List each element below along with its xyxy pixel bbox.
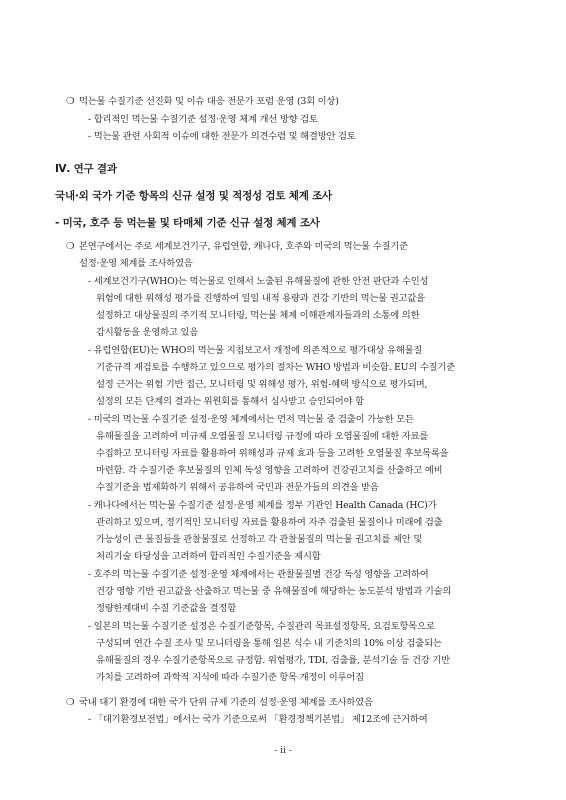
bullet-study-cont: 설정·운영 체계를 조사하였음 xyxy=(79,258,193,269)
us-line-3: 수집하고 모니터링 자료를 활용하여 위해성과 규제 효과 등을 고려한 오염물질 후보목록을 xyxy=(96,448,449,459)
us-line-1: - 미국의 먹는물 수질기준 설정·운영 체계에서는 먼저 먹는물 중 검출이 가능한 모든 xyxy=(88,414,414,425)
who-line-4: 감시활동을 운영하고 있음 xyxy=(96,327,199,338)
canada-line-1: - 캐나다에서는 먹는물 수질기준 설정·운영 체계를 정부 기관인 Health Canada (HC)가 xyxy=(88,500,437,511)
who-line-2: 위험에 대한 위해성 평가를 진행하여 일일 내적 용량과 건강 기반의 먹는물 권고값을 xyxy=(96,293,425,304)
bullet-marker: ❍ xyxy=(66,96,75,107)
bullet-text: 본연구에서는 주로 세계보건기구, 유럽연합, 캐나다, 호주와 미국의 먹는물 수질기준 xyxy=(79,241,408,252)
eu-line-2: 기준규격 재검토를 수행하고 있으므로 평가의 절차는 WHO 방법과 비슷함. EU의 수질기준 xyxy=(96,362,455,373)
bullet-marker: ❍ xyxy=(66,241,75,252)
subsection-title: 국내·외 국가 기준 항목의 신규 설정 및 적정성 검토 체계 조사 xyxy=(55,190,332,202)
who-line-1: - 세계보건기구(WHO)는 먹는물로 인해서 노출된 유해물질에 관한 안전 판단과 수인성 xyxy=(88,276,429,287)
forum-item-2: - 먹는물 관련 사회적 이슈에 대한 전문가 의견수렴 및 해결방안 검토 xyxy=(88,131,356,142)
bullet-marker: ❍ xyxy=(66,697,75,708)
canada-line-2: 관리하고 있으며, 정기적인 모니터링 자료를 활용하여 자주 검출된 물질이나 미래에 검출 xyxy=(96,517,443,528)
australia-line-1: - 호주의 먹는물 수질기준 설정·운영 체계에서는 관찰물질별 건강 독성 영향을 고려하여 xyxy=(88,569,429,580)
japan-line-3: 유해물질의 경우 수질기준항목으로 규정함. 위험평가, TDI, 검출률, 분석기술 등 건강 기반 xyxy=(96,655,450,666)
bullet-air xyxy=(66,697,373,709)
canada-line-4: 처리기술 타당성을 고려하여 합리적인 수질기준을 제시함 xyxy=(96,551,321,562)
forum-item-1: - 합리적인 먹는물 수질기준 설정·운영 체계 개선 방향 검토 xyxy=(88,114,318,125)
australia-line-2: 건강 영향 기반 권고값을 산출하고 먹는물 중 유해물질에 해당하는 농도분석 방법과 기술의 xyxy=(96,586,452,597)
page-number: - ii - xyxy=(274,746,292,756)
eu-line-1: - 유럽연합(EU)는 WHO의 먹는물 지침보고서 개정에 의존적으로 평가대상 유해물질 xyxy=(88,345,423,356)
who-line-3: 설정하고 대상물질의 주기적 모니터링, 먹는물 체계 이해관계자들과의 소통에 의한 xyxy=(96,310,420,321)
japan-line-1: - 일본의 먹는물 수질기준 설정은 수질기준항목, 수질관리 목표설정항목, 요검토항목으로 xyxy=(88,621,435,632)
bullet-text: 먹는물 수질기준 선진화 및 이슈 대응 전문가 포럼 운영 (3회 이상) xyxy=(79,96,339,107)
eu-line-3: 설정 근거는 위험 기반 접근, 모니터링 및 위해성 평가, 위험-혜택 방식으로 평가되며, xyxy=(96,379,428,390)
section-title: Ⅳ. 연구 결과 xyxy=(55,163,117,175)
eu-line-4: 설정의 모든 단계의 결과는 위원회를 통해서 심사받고 승인되어야 함 xyxy=(96,396,364,407)
bullet-study xyxy=(66,241,408,253)
canada-line-3: 가능성이 큰 물질들을 관찰물질로 선정하고 각 관찰물질의 먹는물 권고치를 제안 및 xyxy=(96,534,423,545)
japan-line-2: 구성되며 연간 수질 조사 및 모니터링을 통해 일본 식수 내 기준치의 10% 이상 검출되는 xyxy=(96,638,442,649)
australia-line-3: 정량한계대비 수질 기준값을 결정함 xyxy=(96,603,236,614)
bullet-forum xyxy=(66,96,339,108)
us-line-4: 마련함. 각 수질기준 후보물질의 인체 독성 영향을 고려하여 건강권고치를 산출하고 예비 xyxy=(96,465,443,476)
sub-subsection-title: - 미국, 호주 등 먹는물 및 타매체 기준 신규 설정 체계 조사 xyxy=(55,217,320,229)
japan-line-4: 가치를 고려하여 과학적 지식에 따라 수질기준 항목 개정이 이루어짐 xyxy=(96,672,364,683)
air-item-1: - 「대기환경보전법」에서는 국가 기준으로써 「환경정책기본법」 제12조에 근거하여 xyxy=(88,714,428,725)
us-line-2: 유해물질을 고려하여 미규제 오염물질 모니터링 규정에 따라 오염물질에 대한 자료를 xyxy=(96,431,429,442)
bullet-text: 국내 대기 환경에 대한 국가 단위 규제 기준의 설정·운영 체계를 조사하였음 xyxy=(79,697,373,708)
us-line-5: 수질기준을 법제화하기 위해서 공유하여 국민과 전문가들의 의견을 받음 xyxy=(96,482,379,493)
